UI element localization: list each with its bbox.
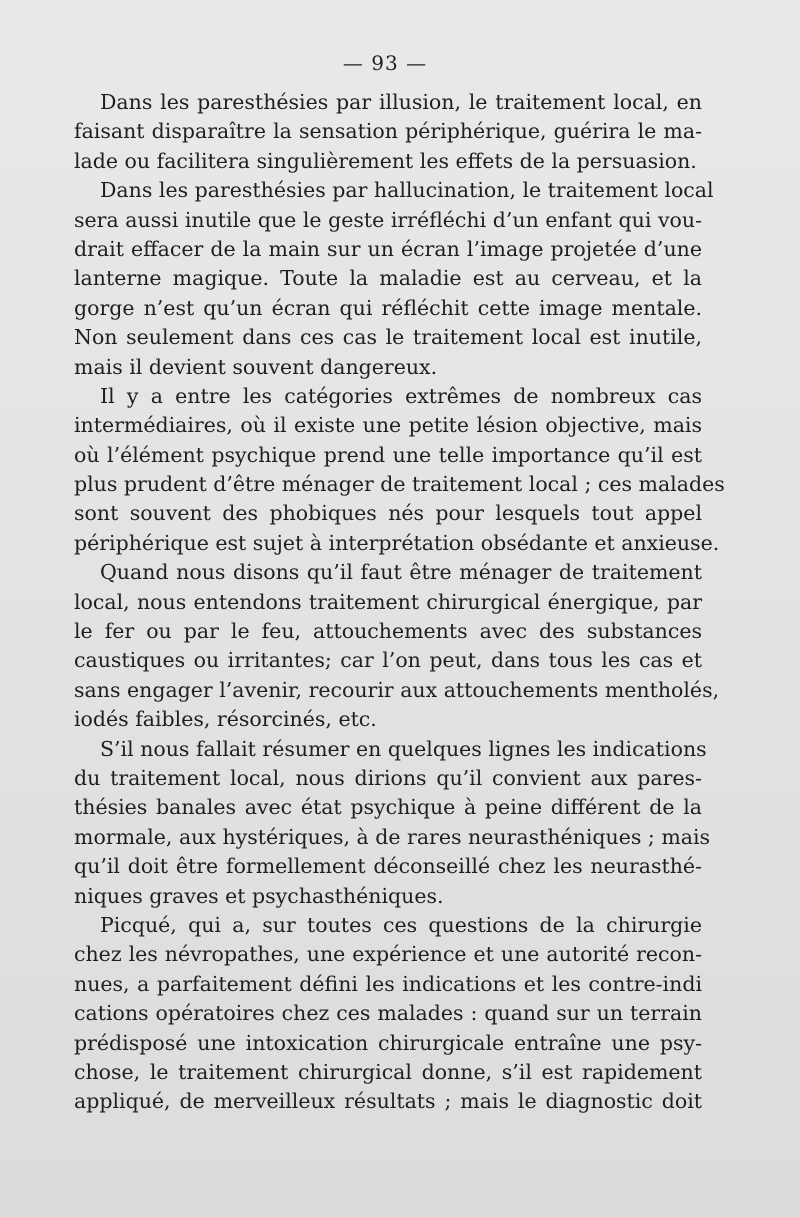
text-line: cations opératoires chez ces malades : quand sur un terrain [74,1001,702,1026]
paragraph [74,735,711,911]
text-line: niques graves et psychasthéniques. [74,883,444,908]
text-line: mais il devient souvent dangereux. [74,354,438,379]
text-line: chez les névropathes, une expérience et une autorité recon- [74,942,702,967]
text-line: intermédiaires, où il existe une petite lésion objective, mais [74,413,702,438]
body-text [74,88,725,1117]
text-line: prédisposé une intoxication chirurgicale entraîne une psy- [74,1030,702,1055]
text-line: mormale, aux hystériques, à de rares neurasthéniques ; mais [74,824,711,849]
text-line: caustiques ou irritantes; car l’on peut, dans tous les cas et [74,648,702,673]
text-line: Dans les paresthésies par illusion, le traitement local, en [100,90,702,114]
text-line: où l’élément psychique prend une telle importance qu’il est [74,442,702,467]
text-line: Non seulement dans ces cas le traitement local est inutile, [74,325,702,350]
page-number: — 93 — [342,51,428,75]
text-line: périphérique est sujet à interprétation obsédante et anxieuse. [74,530,720,555]
text-line: sont souvent des phobiques nés pour lesquels tout appel [74,501,702,526]
text-line: appliqué, de merveilleux résultats ; mais le diagnostic doit [74,1089,702,1114]
paragraph [74,88,702,176]
text-line: Il y a entre les catégories extrêmes de nombreux cas [100,383,702,408]
text-line: Quand nous disons qu’il faut être ménager de traitement [100,560,702,585]
paragraph [74,176,714,382]
text-line: le fer ou par le feu, attouchements avec des substances [74,619,702,644]
text-line: Dans les paresthésies par hallucination, le traitement local [100,178,714,203]
text-line: chose, le traitement chirurgical donne, s’il est rapidement [74,1059,702,1084]
text-line: iodés faibles, résorcinés, etc. [74,707,377,732]
text-line: S’il nous fallait résumer en quelques lignes les indications [100,736,707,761]
text-line: plus prudent d’être ménager de traitement local ; ces malades [74,472,725,497]
text-line: local, nous entendons traitement chirurgical énergique, par [74,589,702,614]
text-line: gorge n’est qu’un écran qui réfléchit cette image mentale. [74,295,702,320]
text-line: du traitement local, nous dirions qu’il convient aux pares- [74,765,702,790]
text-line: lade ou facilitera singulièrement les effets de la persuasion. [74,148,697,173]
paragraph [74,558,720,734]
text-line: sera aussi inutile que le geste irréfléchi d’un enfant qui vou- [74,207,702,232]
paragraph [74,382,725,558]
text-line: sans engager l’avenir, recourir aux attouchements mentholés, [74,677,720,702]
text-line: nues, a parfaitement défini les indications et les contre-indi [74,971,702,996]
text-line: lanterne magique. Toute la maladie est au cerveau, et la [74,266,702,291]
text-line: drait effacer de la main sur un écran l’image projetée d’une [74,236,702,261]
text-line: Picqué, qui a, sur toutes ces questions de la chirurgie [100,912,702,937]
paragraph [74,911,702,1117]
text-line: faisant disparaître la sensation périphérique, guérira le ma- [74,119,702,144]
text-line: thésies banales avec état psychique à peine différent de la [74,795,702,820]
text-line: qu’il doit être formellement déconseillé chez les neurasthé- [74,854,702,879]
